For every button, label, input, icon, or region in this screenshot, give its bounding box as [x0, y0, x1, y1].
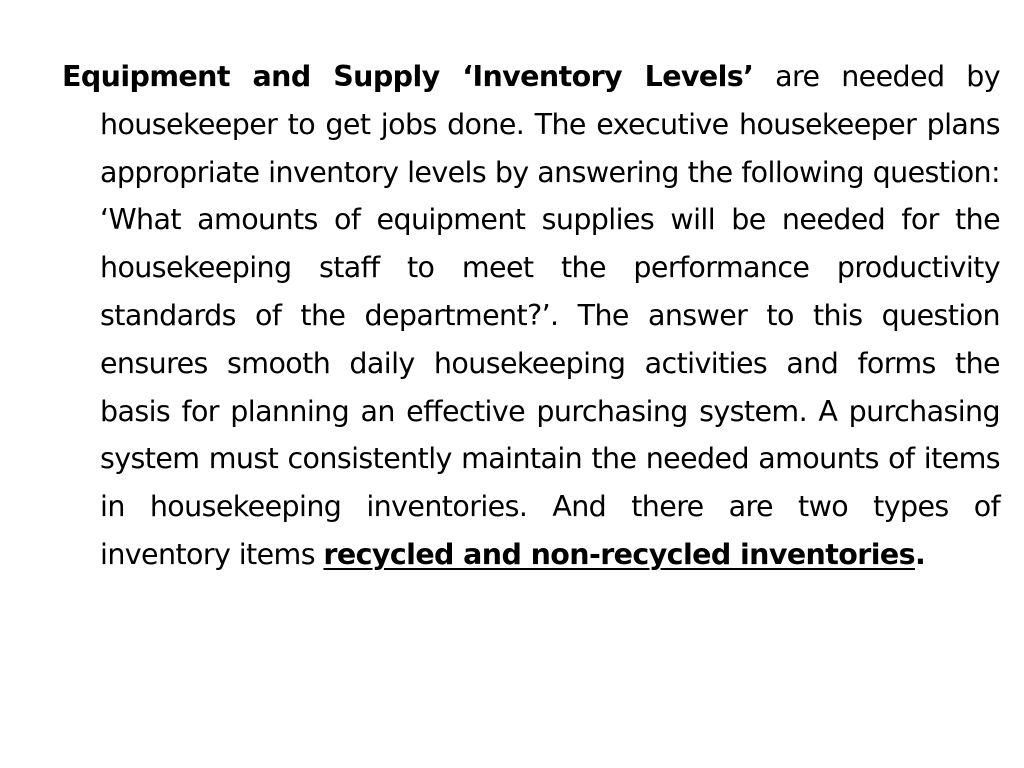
emphasis-phrase: recycled and non-recycled inventories [323, 537, 915, 571]
lead-phrase: Equipment and Supply ‘Inventory Levels’ [62, 60, 754, 93]
end-punctuation: . [914, 537, 926, 571]
body-text: are needed by housekeeper to get jobs done. The executive housekeeper plans appropriate inventory levels by answering the following question: ‘What amounts of equipment supplies will be needed for the housekeeping staff to meet the performance productivity standards of the department?’. The answer to this question ensures smooth daily housekeeping activities and forms the basis for planning an effective purchasing system. A purchasing system must consistently maintain the needed amounts of items in housekeeping inventories. And there are two types of inventory items [100, 60, 1000, 571]
body-paragraph [62, 53, 1000, 579]
